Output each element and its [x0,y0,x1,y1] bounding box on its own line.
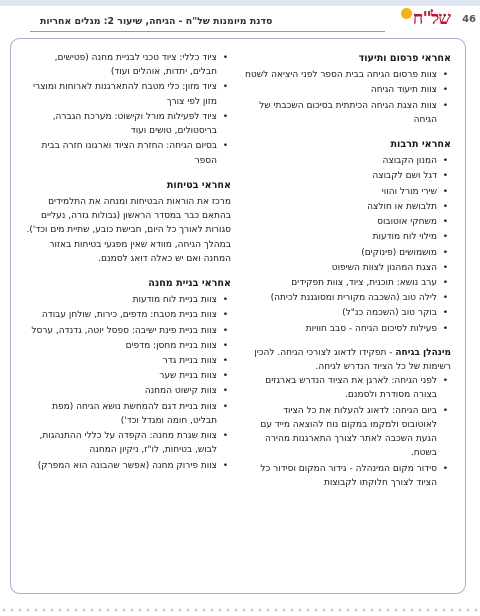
list-item: • צוות פירוק מחנה (אפשר שהבונה הוא המפרק) [25,459,217,473]
list-item: • צוות בניית שער [25,369,217,383]
section-heading: אחראי בטיחות [166,179,231,191]
list-item: • צוות בניית מטבח: מדפים, כירות, שולחן עבודה [25,308,217,322]
list-item: • המנון הקבוצה [245,154,437,168]
page-number: 46 [462,14,476,25]
right-column [245,51,451,500]
list-item: • בסיום הגיחה: החזרת הציוד וארגונו חזרה בבית הספר [25,139,217,167]
section-machane [25,276,231,473]
list-item: • ערב נושא: תוכנית, ציוד, צוות תפקידים [245,276,437,290]
section-tarbut [245,137,451,336]
bullet-list [245,68,451,127]
left-column [25,51,231,483]
list-item: • צוות בניית לוח מודעות [25,293,217,307]
bottom-dot-border [0,606,480,614]
page-title: סדנת מיומנות של"ח - הגיחה, שיעור 2: מגלים אחריות [40,16,273,27]
section-tziyud [25,51,231,168]
list-item: • צוות בניית פינת ישיבה: ספסל יוטה, גדנדה, ערסל [25,324,217,338]
list-item: • מילוי לוח מודעות [245,230,437,244]
list-item: • בוקר טוב (השכמה כנ"ל) [245,306,437,320]
list-item: • פעילות לסיכום הגיחה - סבב חוויות [245,322,437,336]
list-item: • שירי מורל והווי [245,185,437,199]
list-item: • משחקי אוטובוס [245,215,437,229]
list-item: • סידור מקום המינהלה - גידור המקום וסידור כל הציוד לצורך חלוקתו לקבוצות [245,462,437,490]
bullet-list [25,51,231,168]
list-item: • מושמושים (פינוקים) [245,246,437,260]
header [0,6,480,36]
list-item: • צוות שגרת מחנה: הקפדה על כללי ההתנהגות, לבוש, בטיחות, לו"ז, ניקיון המחנה [25,429,217,457]
list-item: • צוות קישוט המחנה [25,384,217,398]
section-minhelan [245,346,451,490]
list-item: • תלבושת או חולצה [245,200,437,214]
sun-icon [401,8,412,19]
list-item: • ציוד מזון: כלי מטבח להתארגנות לארוחות ומוצרי מזון לפי צורך [25,80,217,108]
list-item: • ביום הגיחה: לדאוג להעלות את כל הציוד לאוטובוס ולמקמו במקום נוח להוצאה מייד עם הגעת השכבה לאתר לצורך התארגנות מהירה בשטח. [245,404,437,461]
section-heading: אחראי פרסום ותיעוד [358,53,451,64]
list-item: • צוות בניית דגם להמחשת נושא הגיחה (מפת תבליט, חומה ומגדל וכד') [25,400,217,428]
logo: של"ח [412,8,450,29]
section-betichut [25,178,231,266]
list-item: • הצגת המהנון לצוות השיפוט [245,261,437,275]
list-item: • צוות תיעוד הגיחה [245,83,437,97]
header-divider [30,31,385,32]
list-item: • צוות בניית גדר [25,354,217,368]
list-item: • לילה טוב (השכבה מקורית ומסוגננת לכיתה) [245,291,437,305]
intro-text: - תפקידו לדאוג לצורכי הגיחה. להכין רשימות של כל הציוד הנדרש לגיחה. [254,347,451,373]
list-item: • צוות בניית מחסן: מדפים [25,339,217,353]
bullet-list [245,154,451,336]
list-item: • דגל ושם לקבוצה [245,169,437,183]
list-item: • צוות הצגת הגיחה הכיתתית בסיכום השכבתי של הגיחה [245,99,437,127]
section-pirsum [245,51,451,127]
list-item: • ציוד לפעילות מורל וקישוט: מערכת הגברה, בריסטולים, טושים ועוד [25,110,217,138]
bullet-list [245,374,451,490]
section-intro [245,346,451,374]
section-heading: אחראי תרבות [390,139,451,151]
list-item: • לפני הגיחה: לארגן את הציוד הנדרש בארגזים בצורה מסודרת ולסמנם. [245,374,437,402]
section-text: מרכז את הוראות הבטיחות ומנחה את התלמידים בהתאם כבר במסדר הראשון (גבולות גזרה, נעליים סגורות לאורך כל היום, חבישת כובע, שתיית מים וכד'). במהלך הגיחה, מוודא שאין מפגעי בטיחות באזור המחנה ואם יש כאלה דואג לסמנם. [26,196,231,264]
bullet-list [25,293,231,473]
list-item: • צוות פרסום הגיחה בבית הספר לפני היציאה לשטח [245,68,437,82]
list-item: • ציוד כללי: ציוד טכני לבניית מחנה (פטישים, חבלים, יתדות, אוהלים ועוד) [25,51,217,79]
section-heading: אחראי בניית מחנה [148,278,231,289]
section-heading: מינהלן בגיחה [395,347,451,358]
content-frame [10,38,466,594]
